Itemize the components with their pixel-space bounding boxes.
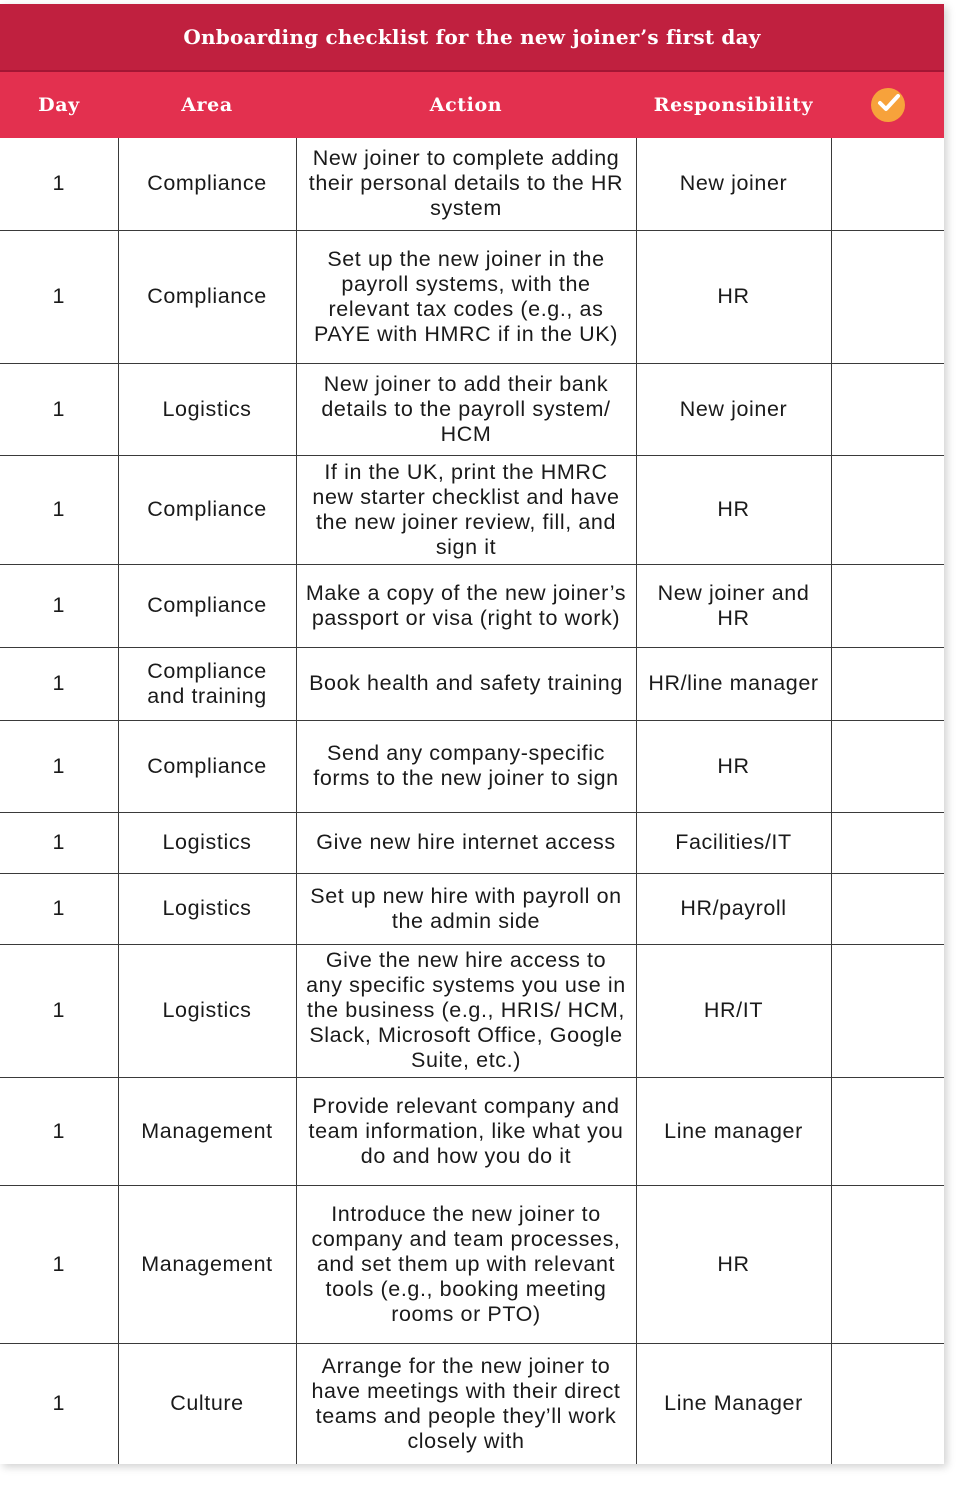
cell-day: 1: [0, 720, 118, 812]
cell-action: New joiner to add their bank details to the payroll system/ HCM: [296, 363, 636, 455]
cell-action: Arrange for the new joiner to have meetings with their direct teams and people they’ll work closely with: [296, 1343, 636, 1464]
cell-checkbox[interactable]: [831, 873, 944, 944]
cell-checkbox[interactable]: [831, 812, 944, 873]
table-row: [0, 455, 944, 564]
cell-checkbox[interactable]: [831, 1077, 944, 1185]
header-area: Area: [181, 94, 233, 116]
cell-responsibility: Facilities/IT: [636, 812, 831, 873]
cell-day: 1: [0, 1185, 118, 1343]
table-row: [0, 873, 944, 944]
cell-action: Set up new hire with payroll on the admin side: [296, 873, 636, 944]
cell-responsibility: HR: [636, 230, 831, 363]
cell-action: Set up the new joiner in the payroll systems, with the relevant tax codes (e.g., as PAYE with HMRC if in the UK): [296, 230, 636, 363]
cell-responsibility: HR: [636, 1185, 831, 1343]
cell-area: Logistics: [118, 873, 296, 944]
cell-responsibility: HR/line manager: [636, 647, 831, 720]
cell-area: Compliance: [118, 455, 296, 564]
cell-responsibility: HR/IT: [636, 944, 831, 1077]
cell-day: 1: [0, 455, 118, 564]
cell-action: If in the UK, print the HMRC new starter checklist and have the new joiner review, fill, and sign it: [296, 455, 636, 564]
cell-area: Compliance: [118, 564, 296, 647]
checklist-table: [0, 72, 944, 1464]
cell-area: Logistics: [118, 944, 296, 1077]
cell-action: New joiner to complete adding their personal details to the HR system: [296, 138, 636, 230]
cell-area: Compliance: [118, 230, 296, 363]
cell-checkbox[interactable]: [831, 230, 944, 363]
cell-checkbox[interactable]: [831, 455, 944, 564]
cell-day: 1: [0, 812, 118, 873]
cell-checkbox[interactable]: [831, 647, 944, 720]
cell-action: Give the new hire access to any specific systems you use in the business (e.g., HRIS/ HCM, Slack, Microsoft Office, Google Suite, etc.): [296, 944, 636, 1077]
cell-day: 1: [0, 138, 118, 230]
cell-day: 1: [0, 944, 118, 1077]
cell-action: Send any company-specific forms to the new joiner to sign: [296, 720, 636, 812]
table-row: [0, 1185, 944, 1343]
cell-area: Compliance: [118, 720, 296, 812]
cell-checkbox[interactable]: [831, 1343, 944, 1464]
cell-responsibility: Line manager: [636, 1077, 831, 1185]
cell-action: Book health and safety training: [296, 647, 636, 720]
cell-area: Compliance: [118, 138, 296, 230]
table-row: [0, 647, 944, 720]
cell-area: Compliance and training: [118, 647, 296, 720]
cell-checkbox[interactable]: [831, 138, 944, 230]
table-row: [0, 812, 944, 873]
cell-responsibility: HR/payroll: [636, 873, 831, 944]
cell-day: 1: [0, 363, 118, 455]
cell-action: Give new hire internet access: [296, 812, 636, 873]
cell-responsibility: New joiner: [636, 138, 831, 230]
table-row: [0, 564, 944, 647]
cell-action: Make a copy of the new joiner’s passport or visa (right to work): [296, 564, 636, 647]
table-row: [0, 363, 944, 455]
cell-action: Introduce the new joiner to company and team processes, and set them up with relevant tools (e.g., booking meeting rooms or PTO): [296, 1185, 636, 1343]
cell-checkbox[interactable]: [831, 564, 944, 647]
cell-day: 1: [0, 564, 118, 647]
table-row: [0, 720, 944, 812]
cell-area: Logistics: [118, 363, 296, 455]
header-responsibility: Responsibility: [653, 94, 814, 116]
cell-area: Management: [118, 1077, 296, 1185]
cell-checkbox[interactable]: [831, 363, 944, 455]
header-day: Day: [38, 94, 80, 116]
cell-checkbox[interactable]: [831, 1185, 944, 1343]
cell-checkbox[interactable]: [831, 720, 944, 812]
checkmark-icon: [871, 88, 905, 122]
cell-day: 1: [0, 230, 118, 363]
header-action: Action: [429, 94, 503, 116]
cell-day: 1: [0, 647, 118, 720]
cell-day: 1: [0, 1077, 118, 1185]
cell-responsibility: New joiner: [636, 363, 831, 455]
cell-action: Provide relevant company and team information, like what you do and how you do it: [296, 1077, 636, 1185]
table-title: Onboarding checklist for the new joiner’s first day: [0, 4, 944, 72]
table-row: [0, 944, 944, 1077]
table-row: [0, 1343, 944, 1464]
cell-day: 1: [0, 1343, 118, 1464]
header-check: [831, 72, 944, 138]
cell-day: 1: [0, 873, 118, 944]
table-row: [0, 138, 944, 230]
table-row: [0, 1077, 944, 1185]
checklist-card: [0, 4, 944, 1464]
cell-area: Logistics: [118, 812, 296, 873]
cell-area: Culture: [118, 1343, 296, 1464]
cell-checkbox[interactable]: [831, 944, 944, 1077]
table-row: [0, 230, 944, 363]
cell-responsibility: New joiner and HR: [636, 564, 831, 647]
cell-area: Management: [118, 1185, 296, 1343]
header-row: [0, 72, 944, 138]
cell-responsibility: HR: [636, 455, 831, 564]
cell-responsibility: HR: [636, 720, 831, 812]
cell-responsibility: Line Manager: [636, 1343, 831, 1464]
